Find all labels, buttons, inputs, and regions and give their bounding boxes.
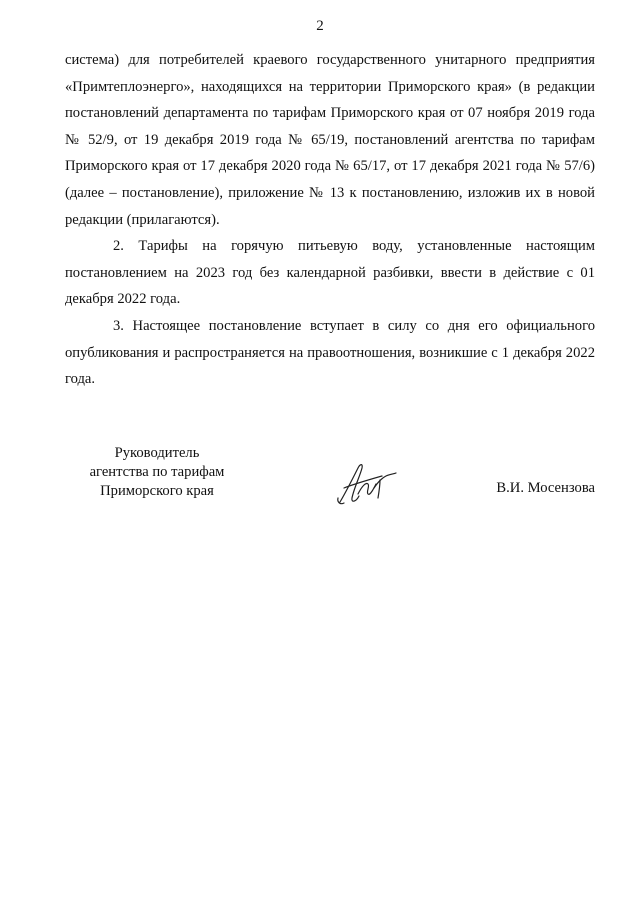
handwritten-signature: [334, 458, 398, 506]
signatory-title-line: агентства по тарифам: [89, 464, 225, 480]
paragraph-continuation: система) для потребителей краевого государственного унитарного предприятия «Примтеплоэнерго», находящихся на территории Приморского края» (в редакции постановлений департамента по тарифам Приморского края от 07 ноября 2019 года № 52/9, от 19 декабря 2019 года № 65/19, постановлений агентства по тарифам Приморского края от 17 декабря 2020 года № 65/17, от 17 декабря 2021 года № 57/6) (далее – постановление), приложение № 13 к постановлению, изложив их в новой редакции (прилагаются).: [65, 52, 595, 228]
signatory-title-line: Руководитель: [114, 445, 200, 461]
paragraph-2: 2. Тарифы на горячую питьевую воду, установленные настоящим постановлением на 2023 год без календарной разбивки, ввести в действие с 01 декабря 2022 года.: [65, 238, 595, 308]
signatory-title-line: Приморского края: [100, 483, 214, 499]
signatory-title: [72, 444, 242, 501]
document-body: [65, 47, 595, 393]
paragraph-3: 3. Настоящее постановление вступает в силу со дня его официального опубликования и распространяется на правоотношения, возникшие с 1 декабря 2022 года.: [65, 317, 595, 388]
page-number: 2: [316, 18, 324, 34]
signatory-name: В.И. Мосензова: [496, 480, 595, 496]
